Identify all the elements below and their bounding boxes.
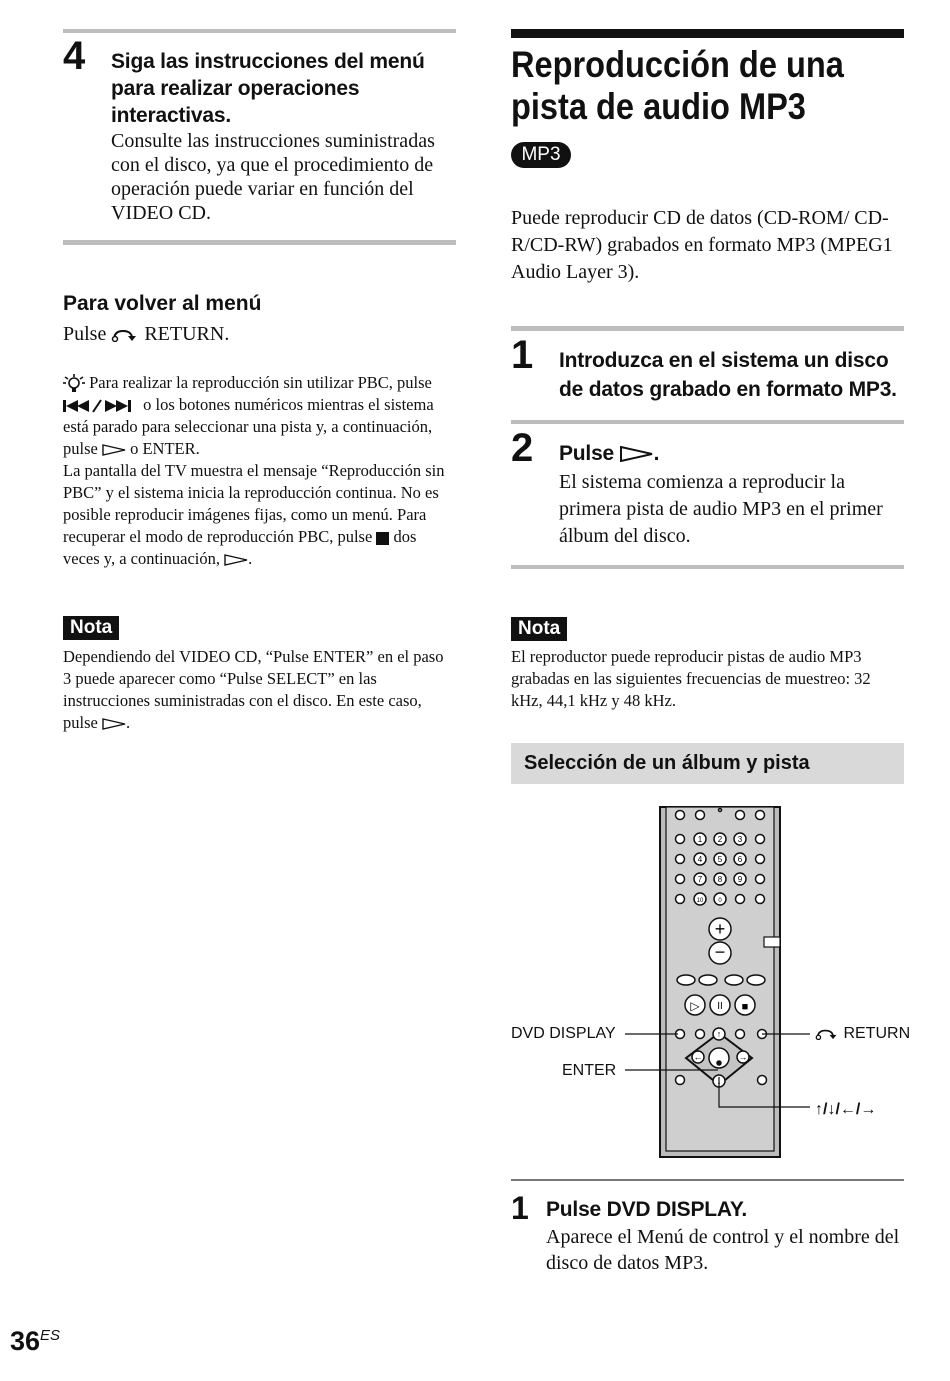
- label-dvd-display: DVD DISPLAY: [511, 1025, 616, 1042]
- title-top-bar: [511, 29, 904, 38]
- remote-button: [736, 811, 745, 820]
- label-arrows: ↑/↓/←/→: [815, 1101, 877, 1118]
- return-icon: [815, 1028, 839, 1040]
- tip-p1-b: o los botones numéricos mientras el sistema está parado para seleccionar una pista y, a continuación, pulse: [63, 395, 434, 459]
- subsection-header: [511, 743, 904, 784]
- tip-p1-a: Para realizar la reproducción sin utilizar PBC, pulse: [89, 373, 432, 392]
- page-title-line1: Reproducción de una: [511, 44, 844, 85]
- nota-label: Nota: [511, 617, 567, 641]
- step-2-top-rule: [511, 420, 904, 424]
- number-button-label: 2: [717, 835, 723, 844]
- remote-button: [756, 855, 765, 864]
- number-button-label: 0: [718, 898, 722, 904]
- remote-button: [676, 895, 685, 904]
- remote-button: [676, 855, 685, 864]
- step-number-1: 1: [511, 333, 534, 377]
- play-icon: [224, 554, 248, 566]
- remote-button: [719, 809, 722, 812]
- step-1-top-rule: [511, 326, 904, 331]
- tip-block: Para realizar la reproducción sin utilizar PBC, pulse o los botones numéricos mientras el sistema está parado para seleccionar una pista y, a continuación, pulse o ENTER. La pantalla del TV muestra el mensaje “Reproducción sin PBC” y el sistema inicia la reproducción continua. No es posible reproducir imágenes fijas, como un menú. Para recuperar el modo de reproducción PBC, pulse dos veces y, a continuación, .: [63, 373, 445, 569]
- remote-button: [756, 811, 765, 820]
- stop-icon: [376, 532, 389, 545]
- step-4-bottom-rule: [63, 240, 456, 245]
- volume-up-label: +: [714, 919, 726, 939]
- page-number-suffix: ES: [40, 1327, 61, 1344]
- remote-button: [676, 811, 685, 820]
- number-button-label: 4: [697, 855, 703, 864]
- remote-button: [736, 895, 745, 904]
- sub-step-1-title: Pulse DVD DISPLAY.: [546, 1198, 748, 1221]
- number-button-label: 7: [697, 875, 703, 884]
- sub-step-1-rule: [511, 1179, 904, 1181]
- mp3-badge: [511, 142, 571, 168]
- remote-button: [696, 1030, 705, 1039]
- step-2-title-text: Pulse: [559, 442, 615, 465]
- subsection-title: Selección de un álbum y pista: [524, 752, 810, 774]
- step-4-title: Siga las instrucciones del menú para realizar operaciones interactivas.: [111, 50, 425, 127]
- tip-p2-b: dos veces y, a continuación,: [63, 527, 417, 569]
- step-2-body: El sistema comienza a reproducir la primera pista de audio MP3 en el primer álbum del disco.: [559, 471, 883, 547]
- skip-button: [747, 975, 765, 985]
- remote-button: [736, 1030, 745, 1039]
- step-number-4: 4: [63, 34, 86, 78]
- number-button-label: 10: [696, 898, 704, 904]
- pause-button-symbol: II: [717, 1001, 723, 1012]
- nota-label: Nota: [63, 616, 119, 640]
- step-4-body: Consulte las instrucciones suministradas con el disco, ya que el procedimiento de operación puede variar en función del VIDEO CD.: [111, 130, 435, 224]
- sub-step-1-body: Aparece el Menú de control y el nombre del disco de datos MP3.: [546, 1226, 900, 1274]
- return-text: [63, 322, 453, 346]
- mp3-badge-label: MP3: [521, 144, 561, 165]
- remote-button: [756, 895, 765, 904]
- nota-left-text: Dependiendo del VIDEO CD, “Pulse ENTER” en el paso 3 puede aparecer como “Pulse SELECT” en las instrucciones suministradas con el disco. En este caso, pulse: [63, 647, 444, 732]
- arrow-left-symbol: ←: [693, 1052, 703, 1062]
- play-button-symbol: ▷: [690, 999, 700, 1013]
- sub-step-number-1: 1: [511, 1190, 529, 1226]
- stop-button-symbol: ■: [741, 1001, 749, 1013]
- return-icon: [111, 328, 139, 342]
- nota-badge-left: [63, 616, 119, 640]
- tip-p1-c: o ENTER.: [130, 439, 200, 459]
- number-button-label: 6: [737, 855, 743, 864]
- remote-button: [696, 811, 705, 820]
- remote-button: [756, 875, 765, 884]
- volume-down-label: −: [714, 942, 726, 962]
- return-heading: Para volver al menú: [63, 292, 262, 315]
- prev-next-icon: [63, 399, 139, 413]
- number-button-label: 5: [717, 855, 723, 864]
- skip-button: [725, 975, 743, 985]
- page-number: [10, 1326, 60, 1357]
- remote-button: [758, 1076, 767, 1085]
- tip-p2-a: La pantalla del TV muestra el mensaje “Reproducción sin PBC” y el sistema inicia la reproducción continua. No es posible reproducir imágenes fijas, como un menú. Para recuperar el modo de reproducción PBC, pulse: [63, 461, 445, 547]
- nota-text-right: El reproductor puede reproducir pistas de audio MP3 grabadas en las siguientes frecuencias de muestreo: 32 kHz, 44,1 kHz y 48 kHz.: [511, 647, 871, 710]
- enter-dot: [717, 1061, 721, 1065]
- label-return: [815, 1025, 910, 1043]
- step-number-2: 2: [511, 426, 534, 470]
- arrow-up-symbol: ↑: [716, 1029, 722, 1039]
- play-icon: [620, 446, 654, 462]
- play-icon: [102, 444, 126, 456]
- remote-button: [676, 875, 685, 884]
- skip-button: [699, 975, 717, 985]
- return-text-before: Pulse: [63, 323, 107, 345]
- number-button-label: 9: [737, 875, 743, 884]
- remote-button: [676, 835, 685, 844]
- page-title-line2: pista de audio MP3: [511, 86, 806, 127]
- step-2-title: Pulse .: [559, 442, 660, 465]
- tip-bulb-icon: [63, 374, 85, 394]
- number-button-label: 8: [717, 875, 723, 884]
- number-button-label: 3: [737, 835, 743, 844]
- arrow-right-symbol: →: [738, 1052, 748, 1062]
- play-icon: [102, 718, 126, 730]
- page-number-value: 36: [10, 1326, 41, 1356]
- label-enter: ENTER: [562, 1062, 617, 1079]
- number-button-label: 1: [697, 835, 703, 844]
- return-text-after: RETURN.: [144, 323, 230, 345]
- remote-button: [676, 1076, 685, 1085]
- page-title: [511, 44, 844, 128]
- top-rule-left: [63, 29, 456, 33]
- nota-text-left: Dependiendo del VIDEO CD, “Pulse ENTER” en el paso 3 puede aparecer como “Pulse SELECT” en las instrucciones suministradas con el disco. En este caso, pulse .: [63, 647, 444, 732]
- label-return-text: RETURN: [843, 1025, 911, 1042]
- remote-button: [756, 835, 765, 844]
- skip-button: [677, 975, 695, 985]
- step-2-bottom-rule: [511, 565, 904, 569]
- nota-badge-right: [511, 617, 567, 641]
- intro-text: Puede reproducir CD de datos (CD-ROM/ CD-R/CD-RW) grabados en formato MP3 (MPEG1 Audio Layer 3).: [511, 207, 893, 283]
- step-1-title: Introduzca en el sistema un disco de datos grabado en formato MP3.: [559, 349, 897, 401]
- arrow-down-symbol: ↓: [716, 1076, 722, 1086]
